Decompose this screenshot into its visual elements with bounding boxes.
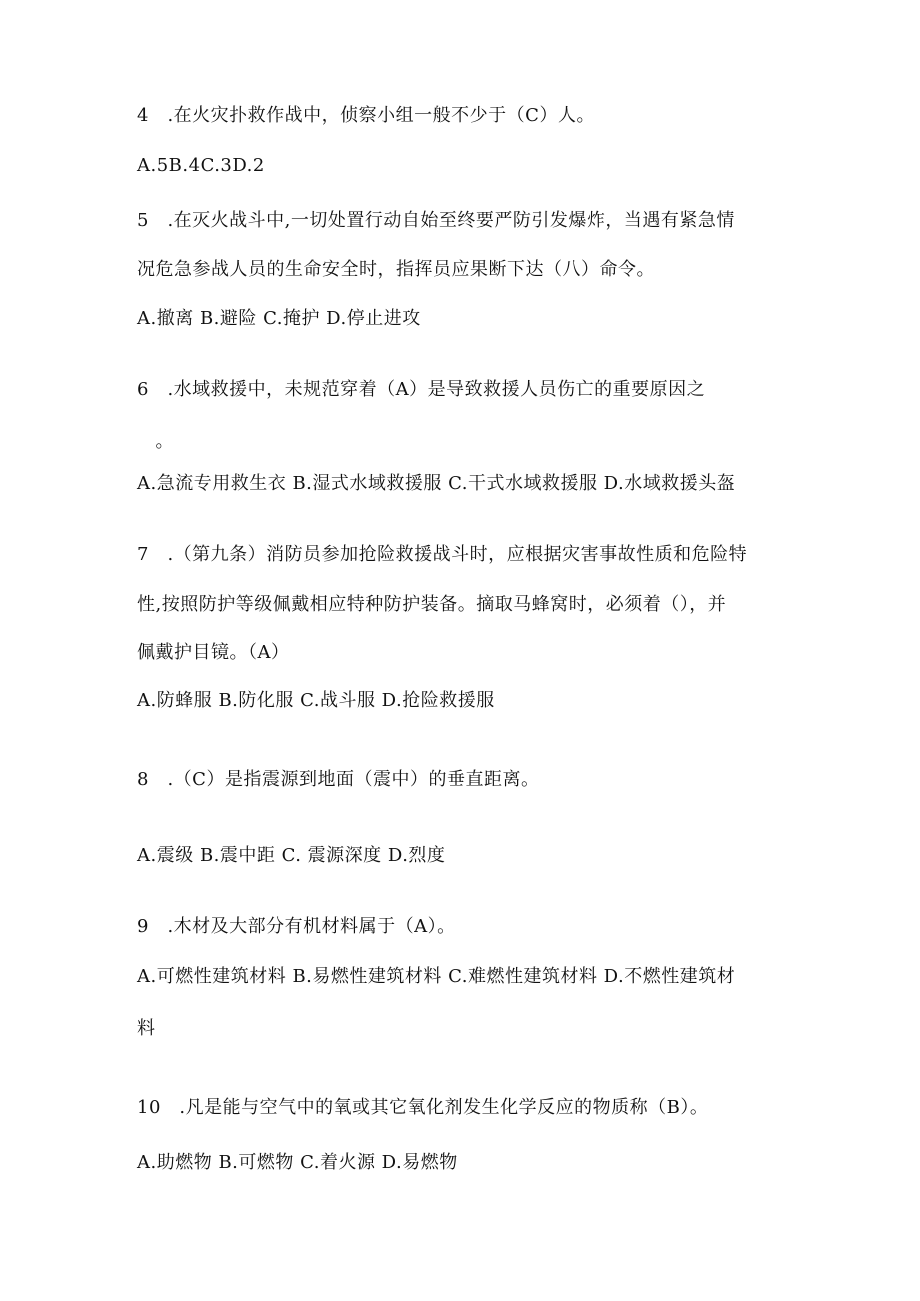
question-4-options: A.5B.4C.3D.2 xyxy=(137,155,265,176)
question-5-text-line-1: 5 .在灭火战斗中,一切处置行动自始至终要严防引发爆炸，当遇有紧急情 xyxy=(137,210,735,231)
question-8-text: 8 .（C）是指震源到地面（震中）的垂直距离。 xyxy=(137,769,540,790)
question-9-options-line-2: 料 xyxy=(137,1018,156,1039)
question-6-options: A.急流专用救生衣 B.湿式水域救援服 C.干式水域救援服 D.水域救援头盔 xyxy=(137,473,736,494)
question-10-options: A.助燃物 B.可燃物 C.着火源 D.易燃物 xyxy=(137,1152,458,1173)
question-8-options: A.震级 B.震中距 C. 震源深度 D.烈度 xyxy=(137,845,446,866)
question-7-text-line-3: 佩戴护目镜。（A） xyxy=(137,642,290,663)
question-6-text-line-2: 。 xyxy=(137,431,174,452)
question-5-options: A.撤离 B.避险 C.掩护 D.停止进攻 xyxy=(137,308,421,329)
question-6-text-line-1: 6 .水域救援中，未规范穿着（A）是导致救援人员伤亡的重要原因之 xyxy=(137,379,706,400)
question-7-text-line-1: 7 .（第九条）消防员参加抢险救援战斗时，应根据灾害事故性质和危险特 xyxy=(137,544,748,565)
question-7-text-line-2: 性,按照防护等级佩戴相应特种防护装备。摘取马蜂窝时，必须着（），并 xyxy=(137,594,727,615)
question-9-options-line-1: A.可燃性建筑材料 B.易燃性建筑材料 C.难燃性建筑材料 D.不燃性建筑材 xyxy=(137,966,736,987)
question-9-text: 9 .木材及大部分有机材料属于（A）。 xyxy=(137,916,456,937)
question-4-text: 4 .在火灾扑救作战中，侦察小组一般不少于（C）人。 xyxy=(137,105,595,126)
question-10-text: 10 .凡是能与空气中的氧或其它氧化剂发生化学反应的物质称（B）。 xyxy=(137,1097,709,1118)
question-7-options: A.防蜂服 B.防化服 C.战斗服 D.抢险救援服 xyxy=(137,690,495,711)
question-5-text-line-2: 况危急参战人员的生命安全时，指挥员应果断下达（八）命令。 xyxy=(137,259,655,280)
